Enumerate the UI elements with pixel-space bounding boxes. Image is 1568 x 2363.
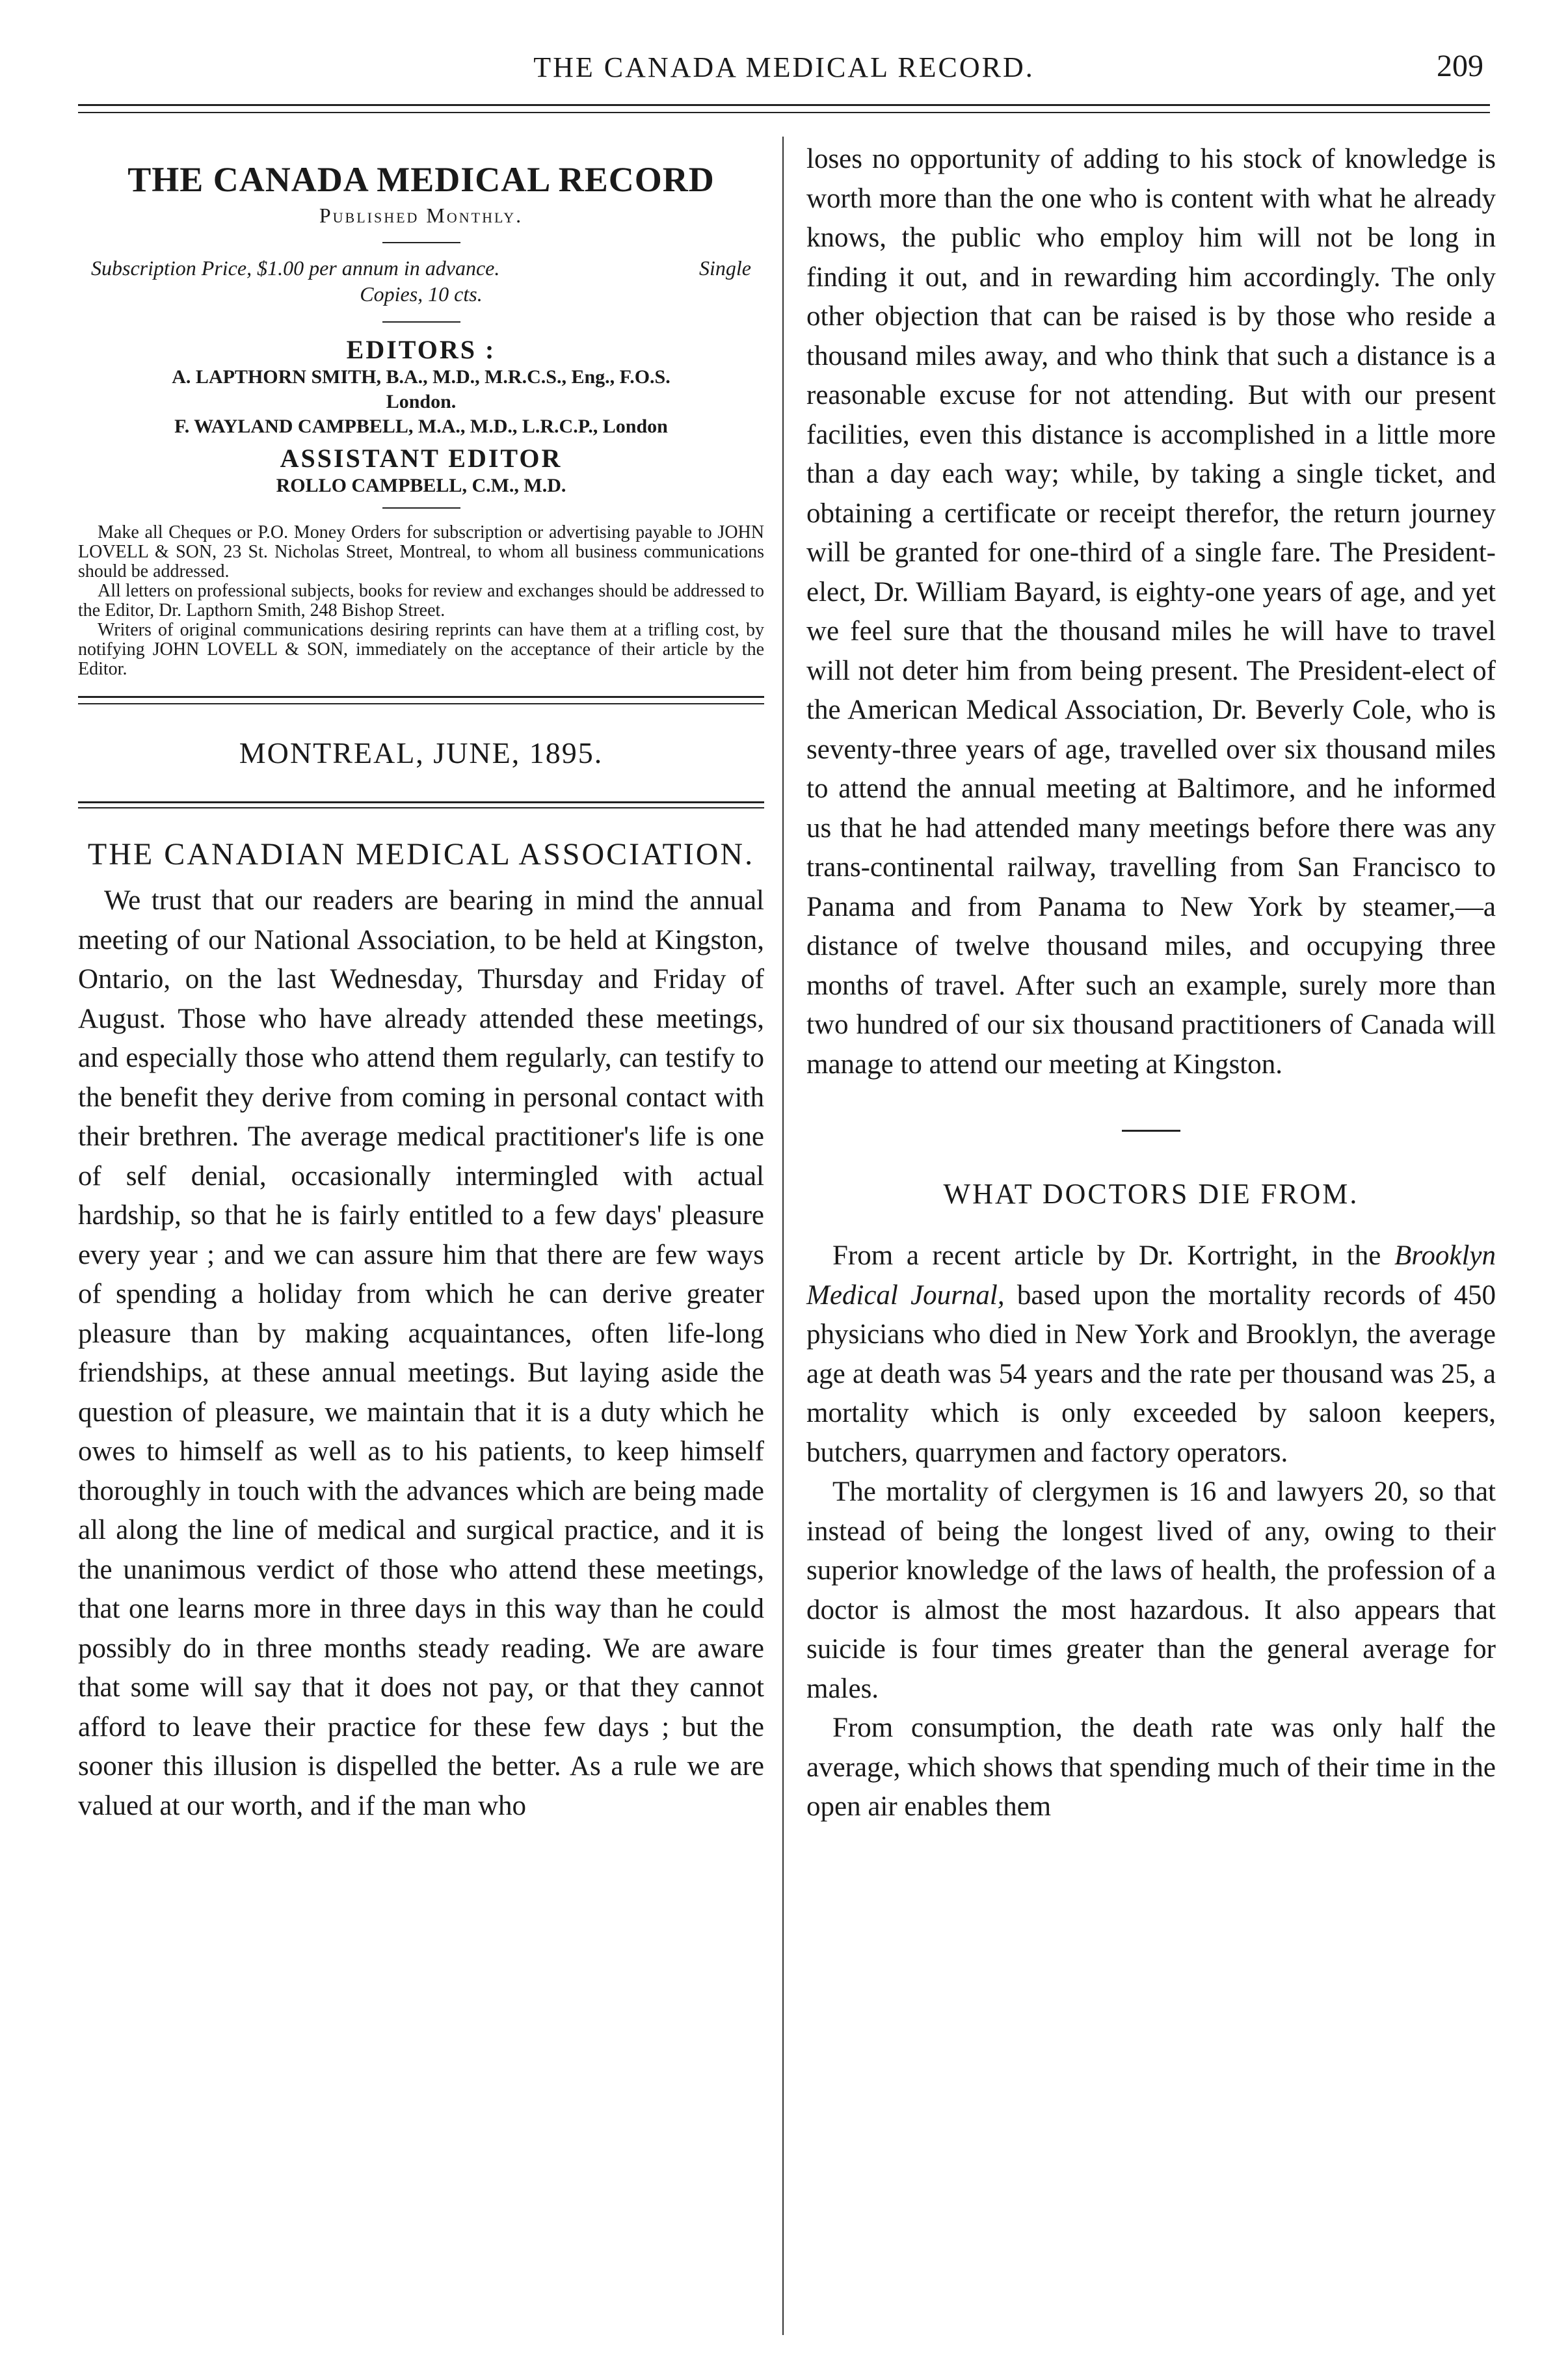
editor-1: A. LAPTHORN SMITH, B.A., M.D., M.R.C.S., Eng., F.O.S. [172,366,671,388]
column-divider [782,137,784,2335]
article-1-body-left [78,881,764,1826]
article-1-body-right [806,140,1496,1084]
subscription-price-line2: Copies, 10 cts. [360,282,483,306]
editor-2: F. WAYLAND CAMPBELL, M.A., M.D., L.R.C.P., London [174,416,668,437]
header-rule [78,104,1490,106]
dateline-rule-top [78,696,764,698]
notice-letters: All letters on professional subjects, books for review and exchanges should be addressed to the Editor, Dr. Lapthorn Smith, 248 Bishop Street. [78,581,764,621]
notice-payment: Make all Cheques or P.O. Money Orders for subscription or advertising payable to JOHN LOVELL & SON, 23 St. Nicholas Street, Montreal, to whom all business communications should be addressed. [78,522,764,581]
page-number: 209 [1437,49,1483,83]
section-separator [1122,1130,1180,1132]
article-2-paragraph-1 [806,1236,1496,1473]
dateline-rule-bottom-secondary [78,807,764,808]
article-1-title: THE CANADIAN MEDICAL ASSOCIATION. [87,837,755,872]
subscription-price-right: Single [699,256,751,280]
journal-name: Brooklyn Medical Journal, [806,1240,1496,1311]
editors-rule [382,321,460,323]
running-head [78,46,1490,98]
header-rule-secondary [78,112,1490,113]
subscription-price-left: Subscription Price, $1.00 per annum in advance. [91,256,500,280]
assistant-editor-heading: ASSISTANT EDITOR [280,444,563,473]
masthead [78,159,764,509]
article-2-body [806,1236,1496,1827]
subscription-price [78,255,764,307]
assistant-rule [382,507,460,509]
article-2-paragraph-3: From consumption, the death rate was only half the average, which shows that spending much of their time in the open air enables them [806,1713,1496,1822]
notice-reprints: Writers of original communications desiring reprints can have them at a trifling cost, by notifying JOHN LOVELL & SON, immediately on the acceptance of their article by the Editor. [78,620,764,679]
article-2-paragraph-2: The mortality of clergymen is 16 and lawyers 20, so that instead of being the longest lived of any, owing to their superior knowledge of the laws of health, the profession of a doctor is almost the most hazardous. It also appears that suicide is four times greater than the general average for males. [806,1476,1496,1704]
article-2-paragraph-1-b: based upon the mortality records of 450 physicians who died in New York and Brooklyn, the average age at death was 54 years and the rate per thousand was 25, a mortality which is only exceeded by saloon keepers, butchers, quarrymen and factory operators. [806,1279,1496,1468]
right-column [806,140,1496,1827]
masthead-published: Published Monthly. [319,204,524,227]
article-2-title: WHAT DOCTORS DIE FROM. [943,1178,1359,1210]
publisher-notices [78,523,764,679]
left-column [78,140,764,1826]
article-1-paragraph-right: loses no opportunity of adding to his stock of knowledge is worth more than the one who is content with what he already knows, the public who employ him will not be long in finding it out, and in rewarding him accordingly. The only other objection that can be raised is by those who reside a thousand miles away, and who think that such a distance is a reasonable excuse for not attending. But with our present facilities, even this distance is accomplished in a little more than a day each way; while, by taking a single ticket, and obtaining a certificate or receipt therefor, the return journey will be granted for one-third of a single fare. The President-elect, Dr. William Bayard, is eighty-one years of age, and yet we feel sure that the thousand miles he will have to travel will not deter him from being present. The President-elect of the American Medical Association, Dr. Beverly Cole, who is seventy-three years of age, travelled over six thousand miles to attend the annual meeting at Baltimore, and he informed us that he had attended many meetings before there was any trans-continental railway, travelling from San Francisco to Panama and from Panama to New York by steamer,—a distance of twelve thousand miles, and occupying three months of travel. After such an example, surely more than two hundred of our six thousand practitioners of Canada will manage to attend our meeting at Kingston. [806,144,1496,1080]
dateline: MONTREAL, JUNE, 1895. [239,736,604,769]
assistant-editor-name: ROLLO CAMPBELL, C.M., M.D. [276,475,566,496]
article-2-paragraph-1-a: From a recent article by Dr. Kortright, in the [832,1240,1394,1271]
masthead-title: THE CANADA MEDICAL RECORD [127,160,715,199]
running-head-title: THE CANADA MEDICAL RECORD. [533,51,1035,83]
masthead-rule [382,242,460,243]
article-1-paragraph-left: We trust that our readers are bearing in mind the annual meeting of our National Association, to be held at Kingston, Ontario, on the last Wednesday, Thursday and Friday of August. Those who have already attended these meetings, and especially those who attend them regularly, can testify to the benefit they derive from coming in personal contact with their brethren. The average medical practitioner's life is one of self denial, occasionally intermingled with actual hardship, so that he is fairly entitled to a few days' pleasure every year ; and we can assure him that there are few ways of spending a holiday from which he can derive greater pleasure than by making acquaintances, often life-long friendships, at these annual meetings. But laying aside the question of pleasure, we maintain that it is a duty which he owes to himself as well as to his patients, to keep himself thoroughly in touch with the advances which are being made all along the line of medical and surgical practice, and it is the unanimous verdict of those who attend these meetings, that one learns more in three days in this way than he could possibly do in three months steady reading. We are aware that some will say that it does not pay, or that they cannot afford to leave their practice for these few days ; but the sooner this illusion is dispelled the better. As a rule we are valued at our worth, and if the man who [78,885,764,1821]
editors-heading: EDITORS : [346,335,496,364]
dateline-rule-bottom [78,801,764,803]
editor-1-location: London. [386,391,457,412]
dateline-rule-top-secondary [78,703,764,704]
